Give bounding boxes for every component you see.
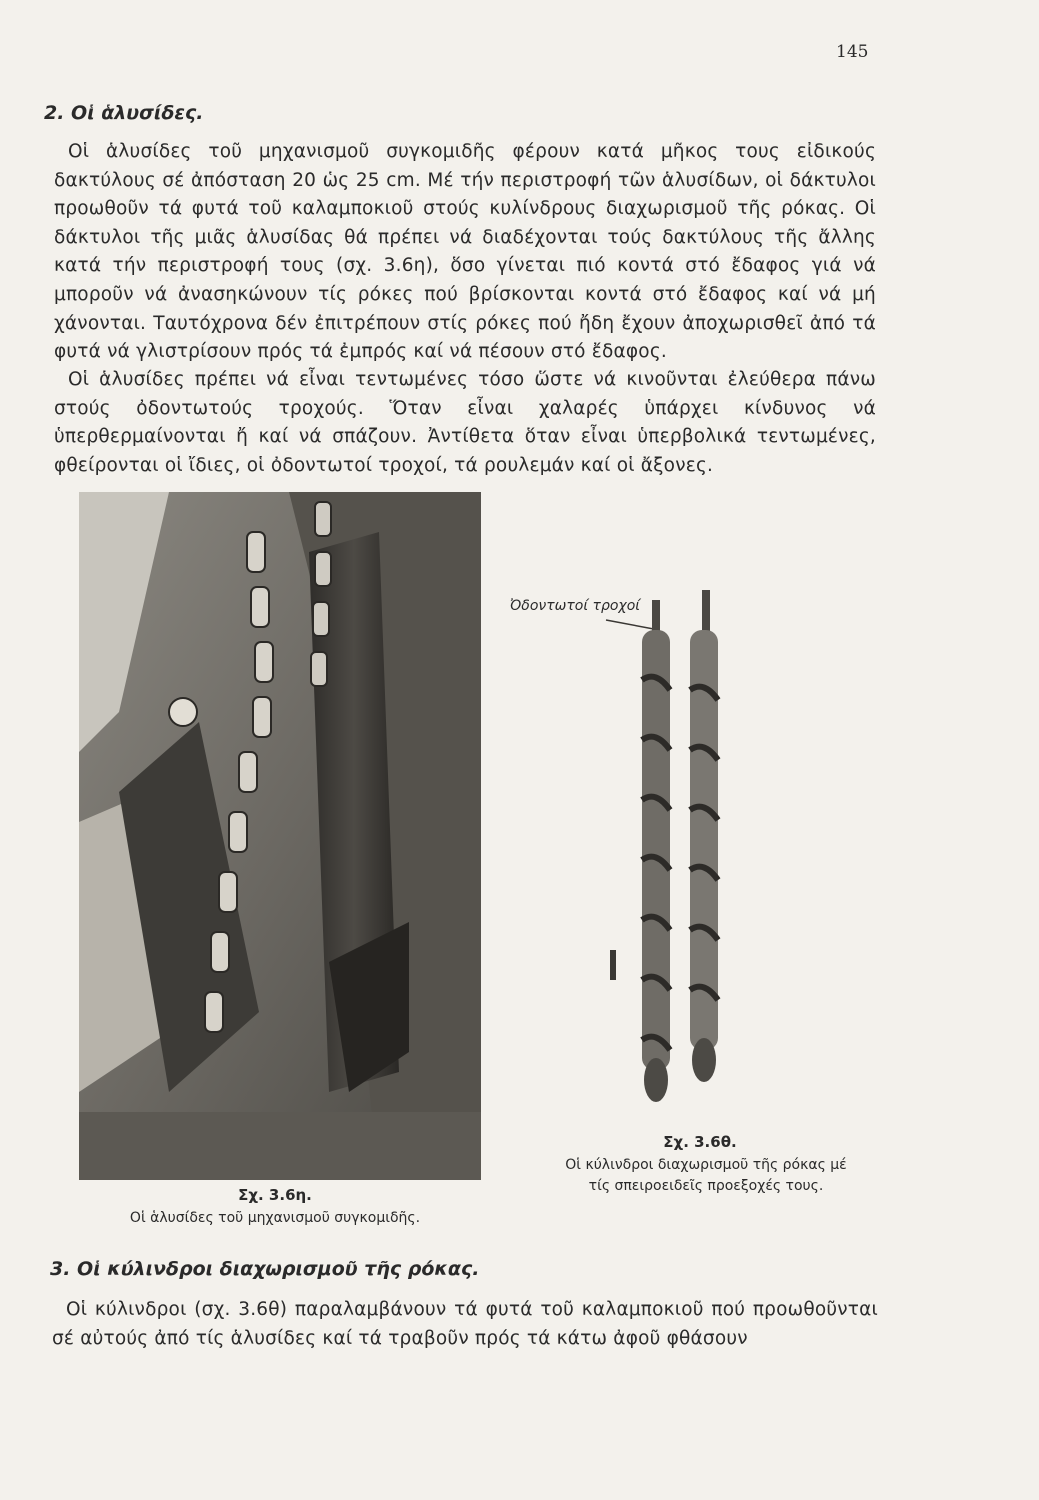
section-heading-snapping-rolls: 3. Οἱ κύλινδροι διαχωρισμοῦ τῆς ρόκας. — [50, 1258, 480, 1280]
figure-3-6th-number: Σχ. 3.6θ. — [663, 1133, 737, 1151]
snapping-rolls-photo — [604, 590, 734, 1110]
paragraph-snapping-rolls: Οἱ κύλινδροι (σχ. 3.6θ) παραλαμβάνουν τά φυτά τοῦ καλαμποκιοῦ πού προωθοῦνται σέ αὐτούς ἀπό τίς ἁλυσίδες καί τά τραβοῦν πρός τά κάτω ἀφοῦ φθάσουν — [52, 1299, 878, 1349]
callout-toothed-wheels: Ὀδοντωτοί τροχοί — [510, 598, 641, 614]
figure-3-6n-number: Σχ. 3.6η. — [238, 1186, 312, 1204]
figure-3-6n-caption: Οἱ ἁλυσίδες τοῦ μηχανισμοῦ συγκομιδῆς. — [129, 1210, 421, 1226]
paragraph-chains-tension: Οἱ ἁλυσίδες πρέπει νά εἶναι τεντωμένες τόσο ὥστε νά κινοῦνται ἐλεύθερα πάνω στούς ὀδοντωτούς τροχούς. Ὅταν εἶναι χαλαρές ὑπάρχει κίνδυνος νά ὑπερθερμαίνονται ἤ καί νά σπάζουν. Ἀντίθετα ὅταν εἶναι ὑπερβολικά τεντωμένες, φθείρονται οἱ ἴδιες, οἱ ὀδοντωτοί τροχοί, τά ρουλεμάν καί οἱ ἄξονες. — [54, 369, 876, 476]
gathering-chains-photo — [79, 492, 481, 1180]
paragraph-chains-fingers: Οἱ ἁλυσίδες τοῦ μηχανισμοῦ συγκομιδῆς φέρουν κατά μῆκος τους εἰδικούς δακτύλους σέ ἀπόσταση 20 ὡς 25 cm. Μέ τήν περιστροφή τῶν ἁλυσίδων, οἱ δάκτυλοι προωθοῦν τά φυτά τοῦ καλαμποκιοῦ στούς κυλίνδρους διαχωρισμοῦ τῆς ρόκας. Οἱ δάκτυλοι τῆς μιᾶς ἁλυσίδας θά πρέπει νά διαδέχονται τούς δακτύλους τῆς ἄλλης κατά τήν περιστροφή τους (σχ. 3.6η), ὅσο γίνεται πιό κοντά στό ἔδαφος γιά νά μποροῦν νά ἀνασηκώνουν τίς ρόκες πού βρίσκονται κοντά στό ἔδαφος καί νά μή χάνονται. Ταυτόχρονα δέν ἐπιτρέπουν στίς ρόκες πού ἤδη ἔχουν ἀποχωρισθεῖ ἀπό τά φυτά νά γλιστρίσουν πρός τά ἐμπρός καί νά πέσουν στό ἔδαφος. — [54, 141, 876, 363]
section-heading-chains: 2. Οἱ ἁλυσίδες. — [44, 102, 204, 124]
page-number: 145 — [836, 42, 869, 62]
figure-3-6th-caption: Οἱ κύλινδροι διαχωρισμοῦ τῆς ρόκας μέ τίς σπειροειδεῖς προεξοχές τους. — [565, 1157, 847, 1194]
